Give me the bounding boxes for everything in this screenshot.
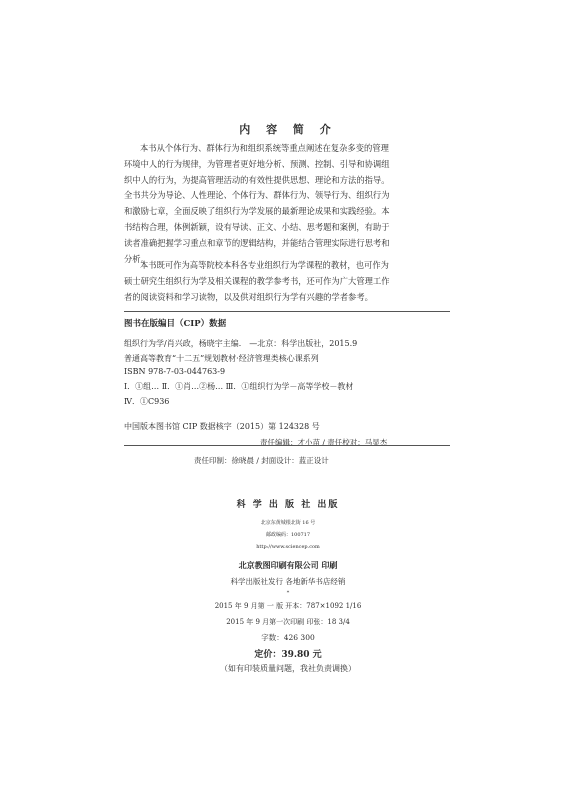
cip-line-classification: Ⅳ．①C936 bbox=[124, 397, 170, 406]
publisher-address: 北京东黄城根北街 16 号 bbox=[260, 520, 316, 526]
cip-line-isbn: ISBN 978-7-03-044763-9 bbox=[124, 367, 226, 376]
intro-line: 读者准确把握学习重点和章节的逻辑结构，并能结合管理实际进行思考和 bbox=[124, 237, 390, 248]
publisher-name: 科 学 出 版 社 出版 bbox=[236, 500, 340, 510]
intro-title: 内 容 简 介 bbox=[239, 123, 337, 136]
quality-notice: （如有印装质量问题，我社负责调换） bbox=[220, 664, 356, 673]
distribution-line: 科学出版社发行 各地新华书店经销 bbox=[230, 577, 346, 586]
word-count: 字数：426 300 bbox=[261, 633, 315, 642]
price: 定价：39.80 元 bbox=[254, 650, 322, 660]
publisher-postcode: 邮政编码：100717 bbox=[265, 532, 311, 538]
intro-line: 织中人的行为，为提高管理活动的有效性提供思想、理论和方法的指导。 bbox=[124, 174, 390, 185]
cip-heading: 图书在版编目（CIP）数据 bbox=[124, 319, 227, 329]
publisher-url: http://www.sciencep.com bbox=[256, 544, 320, 550]
cip-top-rule bbox=[124, 311, 450, 312]
printing-line: 2015 年 9 月第一次印刷 印张：18 3/4 bbox=[226, 618, 350, 626]
intro-line: 者的阅读资料和学习读物，以及供对组织行为学有兴趣的学者参考。 bbox=[124, 291, 373, 302]
cip-line-record: 中国版本图书馆 CIP 数据核字（2015）第 124328 号 bbox=[124, 422, 320, 431]
intro-line: 环境中人的行为规律，为管理者更好地分析、预测、控制、引导和协调组 bbox=[124, 158, 390, 169]
cip-line-series: 普通高等教育“十二五”规划教材·经济管理类核心课系列 bbox=[124, 354, 319, 363]
cip-line-subjects: Ⅰ．①组… Ⅱ．①肖…②杨… Ⅲ．①组织行为学－高等学校－教材 bbox=[124, 382, 354, 391]
intro-line: 分析。 bbox=[124, 253, 149, 264]
intro-line: 本书从个体行为、群体行为和组织系统等重点阐述在复杂多变的管理 bbox=[140, 143, 389, 153]
cip-line-title: 组织行为学/肖兴政，杨晓宇主编． —北京：科学出版社，2015.9 bbox=[124, 339, 358, 348]
intro-paragraph-1 bbox=[124, 141, 450, 267]
credits-editor: 责任编辑：才小苗 / 责任校对：马显杰 bbox=[260, 438, 388, 447]
credits-production: 责任印制：徐晓晨 / 封面设计：蓝正设计 bbox=[194, 456, 329, 465]
intro-line: 书结构合理，体例新颖，设有导读、正文、小结、思考题和案例，有助于 bbox=[124, 221, 390, 232]
separator-mark: * bbox=[286, 590, 290, 596]
intro-line: 硕士研究生组织行为学及相关课程的教学参考书，还可作为广大管理工作 bbox=[124, 275, 390, 286]
edition-line: 2015 年 9 月第 一 版 开本：787×1092 1/16 bbox=[214, 602, 362, 610]
intro-line: 全书共分为导论、人性理论、个体行为、群体行为、领导行为、组织行为 bbox=[124, 190, 390, 201]
intro-line: 本书既可作为高等院校本科各专业组织行为学课程的教材，也可作为 bbox=[140, 260, 389, 270]
cip-bottom-rule bbox=[124, 445, 450, 446]
intro-paragraph-2 bbox=[124, 258, 450, 305]
printer-name: 北京教图印刷有限公司 印刷 bbox=[238, 560, 338, 570]
intro-line: 和激励七章，全面反映了组织行为学发展的最新理论成果和实践经验。本 bbox=[124, 206, 390, 217]
